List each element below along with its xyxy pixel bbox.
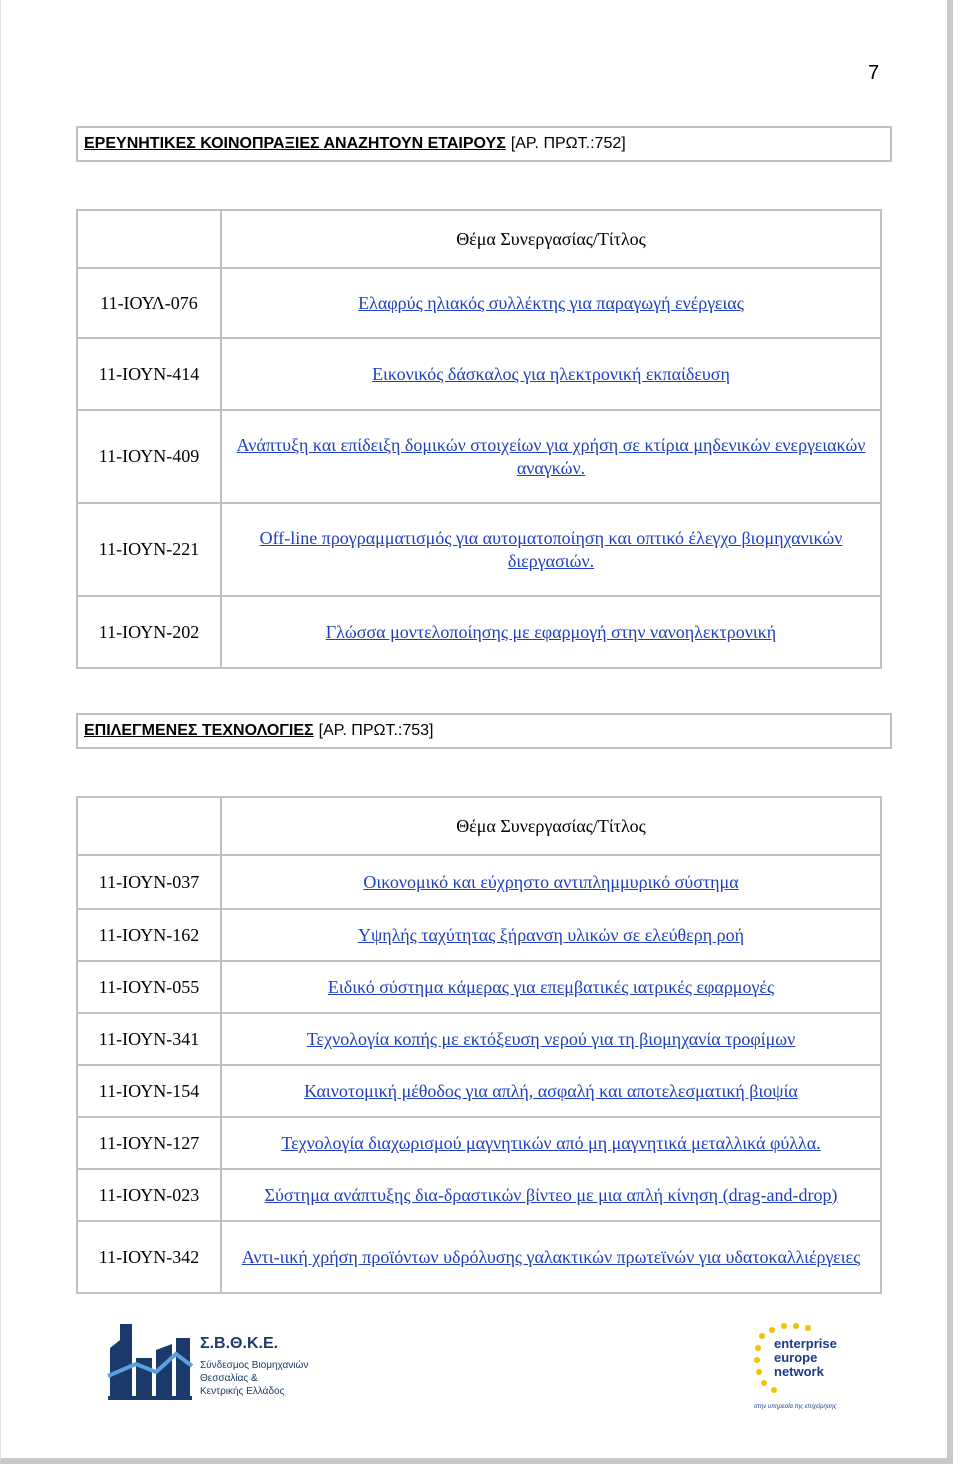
svthke-logo-line2: Θεσσαλίας & bbox=[200, 1373, 258, 1384]
section-heading-partnerships bbox=[76, 126, 892, 162]
column-header: Θέμα Συνεργασίας/Τίτλος bbox=[221, 797, 881, 855]
table-row[interactable] bbox=[77, 268, 881, 338]
profile-title-link[interactable]: Ελαφρύς ηλιακός συλλέκτης για παραγωγή ενέργειας bbox=[221, 268, 881, 338]
table-row[interactable] bbox=[77, 961, 881, 1013]
een-logo-tagline: στην υπηρεσία της επιχείρησης bbox=[754, 1404, 837, 1410]
section-heading-ref: [ΑΡ. ΠΡΩΤ.:752] bbox=[510, 135, 626, 152]
profile-title-link[interactable]: Σύστημα ανάπτυξης δια-δραστικών βίντεο με μια απλή κίνηση (drag-and-drop) bbox=[221, 1169, 881, 1221]
een-logo-line1: enterprise bbox=[774, 1336, 837, 1351]
profile-title-link[interactable]: Τεχνολογία διαχωρισμού μαγνητικών από μη μαγνητικά μεταλλικά φύλλα. bbox=[221, 1117, 881, 1169]
svthke-logo-name: Σ.Β.Θ.Κ.Ε. bbox=[200, 1335, 279, 1352]
profile-title-link[interactable]: Ειδικό σύστημα κάμερας για επεμβατικές ιατρικές εφαρμογές bbox=[221, 961, 881, 1013]
table-row[interactable] bbox=[77, 1013, 881, 1065]
partnerships-table bbox=[76, 209, 882, 669]
table-row[interactable] bbox=[77, 410, 881, 503]
profile-title-link[interactable]: Εικονικός δάσκαλος για ηλεκτρονική εκπαίδευση bbox=[221, 338, 881, 410]
profile-code: 11-ΙΟΥΝ-154 bbox=[77, 1065, 221, 1117]
table-row[interactable] bbox=[77, 338, 881, 410]
section-heading-title: ΕΡΕΥΝΗΤΙΚΕΣ ΚΟΙΝΟΠΡΑΞΙΕΣ ΑΝΑΖΗΤΟΥΝ ΕΤΑΙΡΟΥΣ bbox=[84, 135, 506, 152]
table-row[interactable] bbox=[77, 1117, 881, 1169]
profile-title-link[interactable]: Καινοτομική μέθοδος για απλή, ασφαλή και αποτελεσματική βιοψία bbox=[221, 1065, 881, 1117]
profile-code: 11-ΙΟΥΝ-409 bbox=[77, 410, 221, 503]
enterprise-europe-network-logo bbox=[752, 1322, 852, 1412]
profile-code: 11-ΙΟΥΝ-341 bbox=[77, 1013, 221, 1065]
profile-code: 11-ΙΟΥΝ-202 bbox=[77, 596, 221, 668]
profile-code: 11-ΙΟΥΝ-023 bbox=[77, 1169, 221, 1221]
section-heading-technologies bbox=[76, 713, 892, 749]
profile-title-link[interactable]: Υψηλής ταχύτητας ξήρανση υλικών σε ελεύθερη ροή bbox=[221, 909, 881, 961]
factory-icon bbox=[108, 1324, 192, 1400]
table-row[interactable] bbox=[77, 909, 881, 961]
section-heading-ref: [ΑΡ. ΠΡΩΤ.:753] bbox=[318, 722, 434, 739]
profile-code: 11-ΙΟΥΝ-221 bbox=[77, 503, 221, 596]
table-row[interactable] bbox=[77, 1221, 881, 1293]
page-number: 7 bbox=[868, 62, 880, 84]
profile-code: 11-ΙΟΥΝ-162 bbox=[77, 909, 221, 961]
profile-title-link[interactable]: Τεχνολογία κοπής με εκτόξευση νερού για τη βιομηχανία τροφίμων bbox=[221, 1013, 881, 1065]
profile-code: 11-ΙΟΥΝ-127 bbox=[77, 1117, 221, 1169]
table-row[interactable] bbox=[77, 855, 881, 909]
profile-title-link[interactable]: Off-line προγραμματισμός για αυτοματοποίηση και οπτικό έλεγχο βιομηχανικών διεργασιών. bbox=[221, 503, 881, 596]
table-header-row bbox=[77, 797, 881, 855]
een-logo-line2: europe bbox=[774, 1350, 818, 1365]
section-heading-title: ΕΠΙΛΕΓΜΕΝΕΣ ΤΕΧΝΟΛΟΓΙΕΣ bbox=[84, 722, 314, 739]
header-code-cell bbox=[77, 210, 221, 268]
profile-code: 11-ΙΟΥΛ-076 bbox=[77, 268, 221, 338]
column-header: Θέμα Συνεργασίας/Τίτλος bbox=[221, 210, 881, 268]
table-row[interactable] bbox=[77, 596, 881, 668]
svthke-logo-line1: Σύνδεσμος Βιομηχανιών bbox=[200, 1360, 309, 1371]
profile-title-link[interactable]: Αντι-ιική χρήση προϊόντων υδρόλυσης γαλακτικών πρωτεϊνών για υδατοκαλλιέργειες bbox=[221, 1221, 881, 1293]
profile-title-link[interactable]: Οικονομικό και εύχρηστο αντιπλημμυρικό σύστημα bbox=[221, 855, 881, 909]
profile-code: 11-ΙΟΥΝ-342 bbox=[77, 1221, 221, 1293]
technologies-table bbox=[76, 796, 882, 1294]
profile-title-link[interactable]: Ανάπτυξη και επίδειξη δομικών στοιχείων για χρήση σε κτίρια μηδενικών ενεργειακών αναγκών. bbox=[221, 410, 881, 503]
een-logo-line3: network bbox=[774, 1364, 824, 1379]
svthke-logo bbox=[106, 1318, 316, 1402]
profile-code: 11-ΙΟΥΝ-414 bbox=[77, 338, 221, 410]
profile-title-link[interactable]: Γλώσσα μοντελοποίησης με εφαρμογή στην νανοηλεκτρονική bbox=[221, 596, 881, 668]
header-code-cell bbox=[77, 797, 221, 855]
profile-code: 11-ΙΟΥΝ-037 bbox=[77, 855, 221, 909]
table-row[interactable] bbox=[77, 1169, 881, 1221]
svthke-logo-line3: Κεντρικής Ελλάδος bbox=[200, 1386, 285, 1397]
table-row[interactable] bbox=[77, 1065, 881, 1117]
profile-code: 11-ΙΟΥΝ-055 bbox=[77, 961, 221, 1013]
table-header-row bbox=[77, 210, 881, 268]
table-row[interactable] bbox=[77, 503, 881, 596]
